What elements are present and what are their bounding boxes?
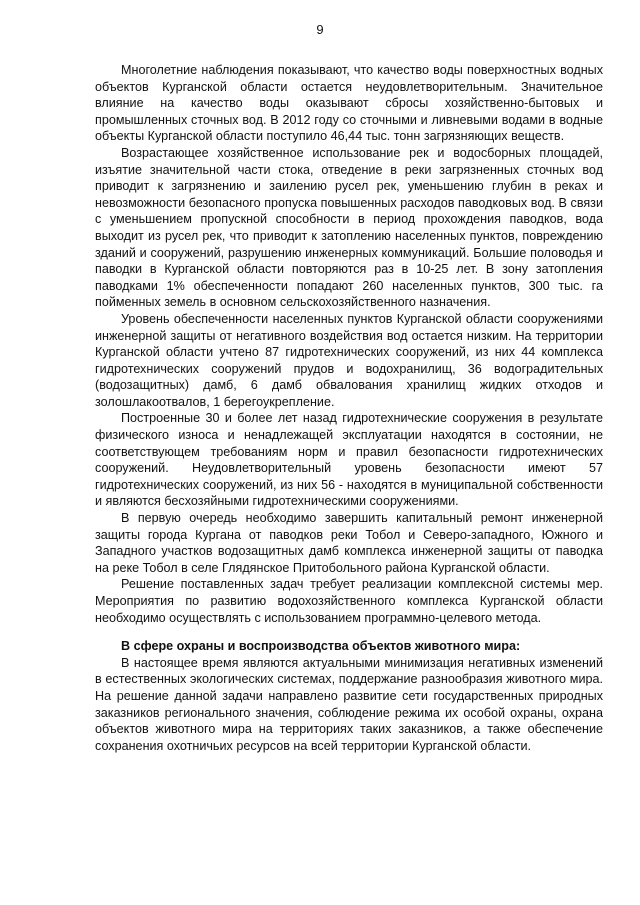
paragraph-wildlife: В настоящее время являются актуальными минимизация негативных изменений в естественных экологических системах, поддержание разнообразия животного мира. На решение данной задачи направлено развитие сети государственных природных заказников регионального значения, соблюдение режима их особой охраны, охрана объектов животного мира на территориях таких заказников, а также обеспечение сохранения охотничьих ресурсов на всей территории Курганской области. — [95, 655, 603, 753]
paragraph-water-quality: Многолетние наблюдения показывают, что качество воды поверхностных водных объектов Курганской области остается неудовлетворительным. Значительное влияние на качество воды оказывают сбросы хозяйственно-бытовых и промышленных сточных вод. В 2012 году со сточными и ливневыми водами в водные объекты Курганской области поступило 46,44 тыс. тонн загрязняющих веществ. — [95, 63, 603, 144]
paragraph-protection-level: Уровень обеспеченности населенных пунктов Курганской области сооружениями инженерной защиты от негативного воздействия вод остается низким. На территории Курганской области учтено 87 гидротехнических сооружений, из них 44 комплекса гидротехнических сооружений прудов и водохранилищ, 36 водоградительных (водозащитных) дамб, 6 дамб обвалования хранилищ жидких отходов и золошлакоотвалов, 1 берегоукрепление. — [95, 311, 603, 409]
page-content — [95, 62, 603, 754]
paragraph-river-usage: Возрастающее хозяйственное использование рек и водосборных площадей, изъятие значительной части стока, отведение в реки загрязненных сточных вод приводит к загрязнению и заилению русел рек, уменьшению глубин в реках и невозможности безопасного пропуска повышенных расходов паводковых вод. В связи с уменьшением пропускной способности в период прохождения паводков, вода выходит из русел рек, что приводит к затоплению населенных пунктов, повреждению зданий и сооружений, разрушению инженерных коммуникаций. Большие половодья и паводки в Курганской области повторяются раз в 10-25 лет. В зону затопления паводками 1% обеспеченности попадают 260 населенных пунктов, 300 тыс. га пойменных земель в основном сельскохозяйственного назначения. — [95, 145, 603, 310]
paragraph-priority-repair: В первую очередь необходимо завершить капитальный ремонт инженерной защиты города Кургана от паводков реки Тобол и Северо-западного, Южного и Западного участков водозащитных дамб комплекса инженерной защиты от паводка на реке Тобол в селе Глядянское Притобольного района Курганской области. — [95, 511, 603, 575]
paragraph-program-method: Решение поставленных задач требует реализации комплексной системы мер. Мероприятия по развитию водохозяйственного комплекса Курганской области необходимо осуществлять с использованием программно-целевого метода. — [95, 577, 603, 625]
paragraph-hydraulic-structures: Построенные 30 и более лет назад гидротехнические сооружения в результате физического износа и ненадлежащей эксплуатации находятся в состоянии, не соответствующем требованиям норм и правил безопасности гидротехнических сооружений. Неудовлетворительный уровень безопасности имеют 57 гидротехнических сооружений, из них 56 - находятся в муниципальной собственности и являются бесхозяйными гидротехническими сооружениями. — [95, 411, 603, 509]
page-number: 9 — [316, 22, 324, 37]
section-heading-wildlife: В сфере охраны и воспроизводства объектов животного мира: — [121, 639, 521, 654]
